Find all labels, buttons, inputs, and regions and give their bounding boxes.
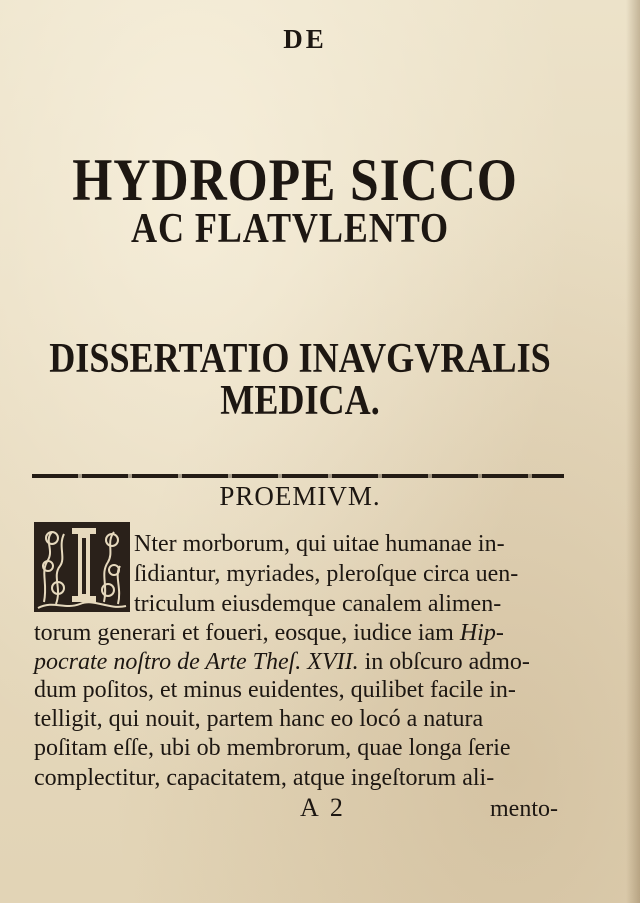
ornamental-rule <box>32 474 564 478</box>
body-line <box>34 650 530 674</box>
page-gutter-shadow <box>626 0 640 903</box>
catchword: mento- <box>490 796 558 822</box>
body-line: Nter morborum, qui uitae humanae in- <box>134 531 505 557</box>
body-line: poſitam eſſe, ubi ob membrorum, quae longa ſerie <box>34 735 511 761</box>
subtitle-line-2: MEDICA. <box>220 378 380 424</box>
body-line: ſidiantur, myriades, pleroſque circa uen- <box>134 561 519 587</box>
subtitle-line-1: DISSERTATIO INAVGVRALIS <box>49 336 551 382</box>
body-line <box>34 621 504 645</box>
body-text: torum generari et foueri, eosque, iudice iam <box>34 620 460 646</box>
italic-citation: Hip- <box>459 620 504 646</box>
body-line: dum poſitos, et minus euidentes, quilibet facile in- <box>34 677 516 703</box>
title-line-2: AC FLATVLENTO <box>131 206 449 252</box>
running-head: DE <box>283 24 327 54</box>
body-line: triculum eiusdemque canalem alimen- <box>134 591 502 617</box>
body-line: complectitur, capacitatem, atque ingeſtorum ali- <box>34 765 495 791</box>
body-text: in obſcuro admo- <box>358 649 530 675</box>
signature-mark: A 2 <box>300 793 346 822</box>
decorated-initial-icon <box>34 522 130 612</box>
italic-citation: pocrate noſtro de Arte Theſ. XVII. <box>34 649 359 675</box>
body-line: telligit, qui nouit, partem hanc eo locó a natura <box>34 706 484 732</box>
title-line-1: HYDROPE SICCO <box>72 147 518 213</box>
section-heading: PROEMIVM. <box>219 481 381 511</box>
